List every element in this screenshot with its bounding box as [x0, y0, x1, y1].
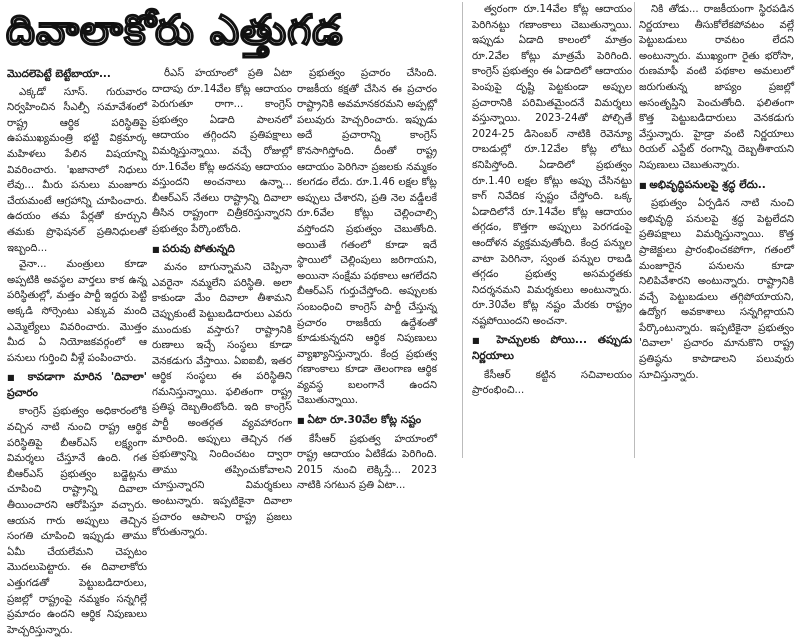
subheading: ■ కావడాగా మారిన 'దివాలా' ప్రచారం — [7, 370, 147, 401]
paragraph: ప్రభుత్వం ప్రచారం చేసింది. రాజకీయ కక్షతో చేసిన ఈ ప్రచారం రాష్ట్రానికి అవమానకరమని అప్పట్లో పలువురు హెచ్చరించారు. ఇప్పుడు అదే ప్రచారాన్ని కాంగ్రెస్ కొనసాగిస్తోంది. దీంతో రాష్ట్ర ఆదాయం పెరిగినా ప్రజలకు నమ్మకం కలగడం లేదు. రూ.1.46 లక్షల కోట్ల అప్పులు చేశారని, ప్రతి నెల వడ్డీలకే రూ.6వేల కోట్లు చెల్లించాల్సి వస్తోందని ప్రభుత్వం చెబుతోంది. అయితే గతంలో కూడా ఇదే స్థాయిలో చెల్లింపులు జరిగాయని, అయినా సంక్షేమ పథకాలు ఆగలేదని బీఆర్ఎస్ గుర్తుచేస్తోంది. అప్పులకు సంబంధించి కాంగ్రెస్ పార్టీ చేస్తున్న ప్రచారం రాజకీయ ఉద్దేశంతో కూడుకున్నదని ఆర్థిక నిపుణులు వ్యాఖ్యానిస్తున్నారు. కేంద్ర ప్రభుత్వ గణాంకాలు కూడా తెలంగాణ ఆర్థిక వ్యవస్థ బలంగానే ఉందని చెబుతున్నాయి. — [297, 68, 437, 407]
headline: దివాలాకోరు ఎత్తుగడ — [6, 6, 344, 54]
paragraph: నికి తోడు... రాజకీయంగా స్థిరపడిన నిర్ణయాలు తీసుకోలేకపోవటం వల్లే పెట్టుబడులు రావటం లేదని అంటున్నారు. ముఖ్యంగా రైతు భరోసా, రుణమాఫీ వంటి పథకాల అమలులో జరుగుతున్న జాప్యం ప్రజల్లో అసంతృప్తిని పెంచుతోంది. ఫలితంగా కొత్త పెట్టుబడిదారులు వెనకడుగు వేస్తున్నారు. హైడ్రా వంటి నిర్ణయాలు రియల్ ఎస్టేట్ రంగాన్ని దెబ్బతీశాయని నిపుణులు చెబుతున్నారు. — [639, 4, 794, 171]
article-column-4 — [472, 2, 632, 458]
article-column-3 — [297, 66, 437, 492]
column-divider — [462, 2, 463, 458]
paragraph: కాంగ్రెస్ ప్రభుత్వం అధికారంలోకి వచ్చిన నాటి నుంచి రాష్ట్ర ఆర్థిక పరిస్థితిపై బీఆర్ఎస్ లక్ష్యంగా విమర్శలు చేస్తూనే ఉంది. గత బీఆర్ఎస్ ప్రభుత్వం బడ్జెట్లను చూపించి రాష్ట్రాన్ని దివాలా తీయించారని ఆరోపిస్తూ వచ్చారు. ఆయన గారు అప్పులు తెచ్చిన సంగతి చూపించి ఇప్పుడు తాము ఏమీ చేయలేమని చెప్పటం మొదలుపెట్టారు. ఈ దివాలాకోరు ఎత్తుగడతో పెట్టుబడిదారులు, ప్రజల్లో రాష్ట్రంపై నమ్మకం సన్నగిల్లే ప్రమాదం ఉందని ఆర్థిక నిపుణులు హెచ్చరిస్తున్నారు. — [7, 406, 147, 636]
paragraph: వైనా... మంత్రులు కూడా అప్పటికి అవస్థల వార్తలు కాక ఉన్న పరిస్థితుల్లో, మత్తం పార్టీ ఇద్దరు పెట్టి అక్కడి సోర్సెంటు ఎక్కువ మంది ఎమ్మెల్యేలు వివరించారు. మొత్తం మీద ఏ నియోజకవర్గంలో ఆ పనులు గుర్తించి వీళ్లే పంపించారు. — [7, 259, 147, 364]
paragraph: ప్రభుత్వం ఏర్పడిన నాటి నుంచి అభివృద్ధి పనులపై శ్రద్ధ పెట్టలేదని ప్రతిపక్షాలు విమర్శిస్తున్నాయి. కొత్త ప్రాజెక్టులు ప్రారంభించకపోగా, గతంలో మంజూరైన పనులను కూడా నిలిపివేశారని అంటున్నారు. రాష్ట్రానికి వచ్చే పెట్టుబడులు తగ్గిపోయాయని, ఉద్యోగ అవకాశాలు సన్నగిల్లాయని పేర్కొంటున్నారు. ఇప్పటికైనా ప్రభుత్వం 'దివాలా' ప్రచారం మానుకొని రాష్ట్ర ప్రతిష్ఠను కాపాడాలని పలువురు సూచిస్తున్నారు. — [639, 198, 794, 381]
subheading: ■ ఏటా రూ.30వేల కోట్ల నష్టం — [297, 413, 437, 429]
paragraph: రీఎస్ హయాంలో ప్రతి ఏటా దాదాపు రూ.14వేల కోట్ల ఆదాయం పెరుగుతూ రాగా... కాంగ్రెస్ ప్రభుత్వం ఏడాది పాలనలో ఆదాయం తగ్గిందని ప్రతిపక్షాలు విమర్శిస్తున్నాయి. వచ్చే రోజుల్లో రూ.16వేల కోట్ల అదనపు ఆదాయం వస్తుందని అంచనాలు ఉన్నా... బీఆర్ఎస్ నేతలు రాష్ట్రాన్ని దివాలా తీసిన రాష్ట్రంగా చిత్రీకరిస్తున్నారని ప్రభుత్వం పేర్కొంటోంది. — [152, 68, 292, 235]
paragraph: ఎక్కడో సూస్. గురువారం నిర్వహించిన సీఎల్పీ సమావేశంలో రాష్ట్ర ఆర్థిక పరిస్థితిపై ఉపముఖ్యమంత్రి భట్టి విక్రమార్క మహిళలు పేలిన విషయాన్ని వివరించారు. 'ఖజానాలో నిధులు లేవు... మీరు పనులు మంజూరు చేయమంటే ఆగ్రహాన్ని చూపించారు. ఉదయం తమ పేర్లతో కూర్చుని తమకు ప్రొఫెషనల్ ప్రతినిధులతో ఇబ్బంది... — [7, 86, 147, 254]
paragraph: త్వరంగా రూ.14వేల కోట్ల ఆదాయం పెరిగినట్టు గణాంకాలు చెబుతున్నాయి. ఇప్పుడు ఏడాది కాలంలో మాత్రం రూ.2వేల కోట్లు మాత్రమే పెరిగింది. కాంగ్రెస్ ప్రభుత్వం ఈ ఏడాదిలో ఆదాయం పెంపుపై దృష్టి పెట్టకుండా అప్పుల ప్రచారానికి పరిమితమైందనే విమర్శలు వస్తున్నాయి. 2023-24తో పోల్చితే 2024-25 డిసెంబర్ నాటికి రెవెన్యూ రాబడుల్లో రూ.12వేల కోట్ల లోటు కనిపిస్తోంది. ఏడాదిలో ప్రభుత్వం రూ.1.40 లక్షల కోట్లు అప్పు చేసినట్టు కాగ్ నివేదిక స్పష్టం చేస్తోంది. ఒక్క ఏడాదిలోనే రూ.14వేల కోట్ల ఆదాయం తగ్గడం, కొత్తగా అప్పులు పెరగడంపై ఆందోళన వ్యక్తమవుతోంది. కేంద్ర పన్నుల వాటా పెరిగినా, స్వంత పన్నుల రాబడి తగ్గడం ప్రభుత్వ అసమర్థతకు నిదర్శనమని విమర్శకులు అంటున్నారు. రూ.30వేల కోట్ల నష్టం మేరకు రాష్ట్రం నష్టపోయిందని అంచనా. — [472, 4, 632, 327]
paragraph: కేసీఆర్ కట్టిన సచివాలయం ప్రారంభించి... — [472, 369, 632, 397]
subheading: ■ అభివృద్ధిపనులపై శ్రద్ధ లేదు.. — [639, 178, 794, 194]
column-divider — [634, 2, 635, 458]
article-column-2 — [152, 66, 292, 539]
kicker: మొదలెపెట్టే బెట్టేబాయా... — [7, 68, 111, 80]
subheading: ■ హెచ్చులకు పోయి... తప్పుడు నిర్ణయాలు — [472, 333, 632, 364]
article-column-5 — [639, 2, 794, 458]
subheading: ■ పరువు పోతున్నది — [152, 242, 292, 258]
article-column-1 — [7, 66, 147, 636]
paragraph: కేసీఆర్ ప్రభుత్వ హయాంలో రాష్ట్ర ఆదాయం ఏటికేడు పెరిగింది. 2015 నుంచి లెక్కిస్తే... 2023 నాటికి సగటున ప్రతి ఏటా... — [297, 433, 437, 492]
paragraph: మనం బాగున్నామని చెప్పినా ఎవరైనా నమ్మలేని పరిస్థితి. అలా కాకుండా మేం దివాలా తీశామని చెప్పుకుంటే పెట్టుబడిదారులు ఎవరు ముందుకు వస్తారు? రాష్ట్రానికి రుణాలు ఇచ్చే సంస్థలు కూడా వెనకడుగు వేస్తాయి. ఏఐఐబీ, ఇతర ఆర్థిక సంస్థలు ఈ పరిస్థితిని గమనిస్తున్నాయి. ఫలితంగా రాష్ట్ర ప్రతిష్ఠ దెబ్బతింటోంది. ఇది కాంగ్రెస్ పార్టీ అంతర్గత వ్యవహారంగా మారింది. అప్పులు తెచ్చిన గత ప్రభుత్వాన్ని నిందించటం ద్వారా తాము తప్పించుకోవాలని చూస్తున్నారని విమర్శకులు అంటున్నారు. ఇప్పటికైనా దివాలా ప్రచారం ఆపాలని రాష్ట్ర ప్రజలు కోరుతున్నారు. — [152, 262, 292, 539]
